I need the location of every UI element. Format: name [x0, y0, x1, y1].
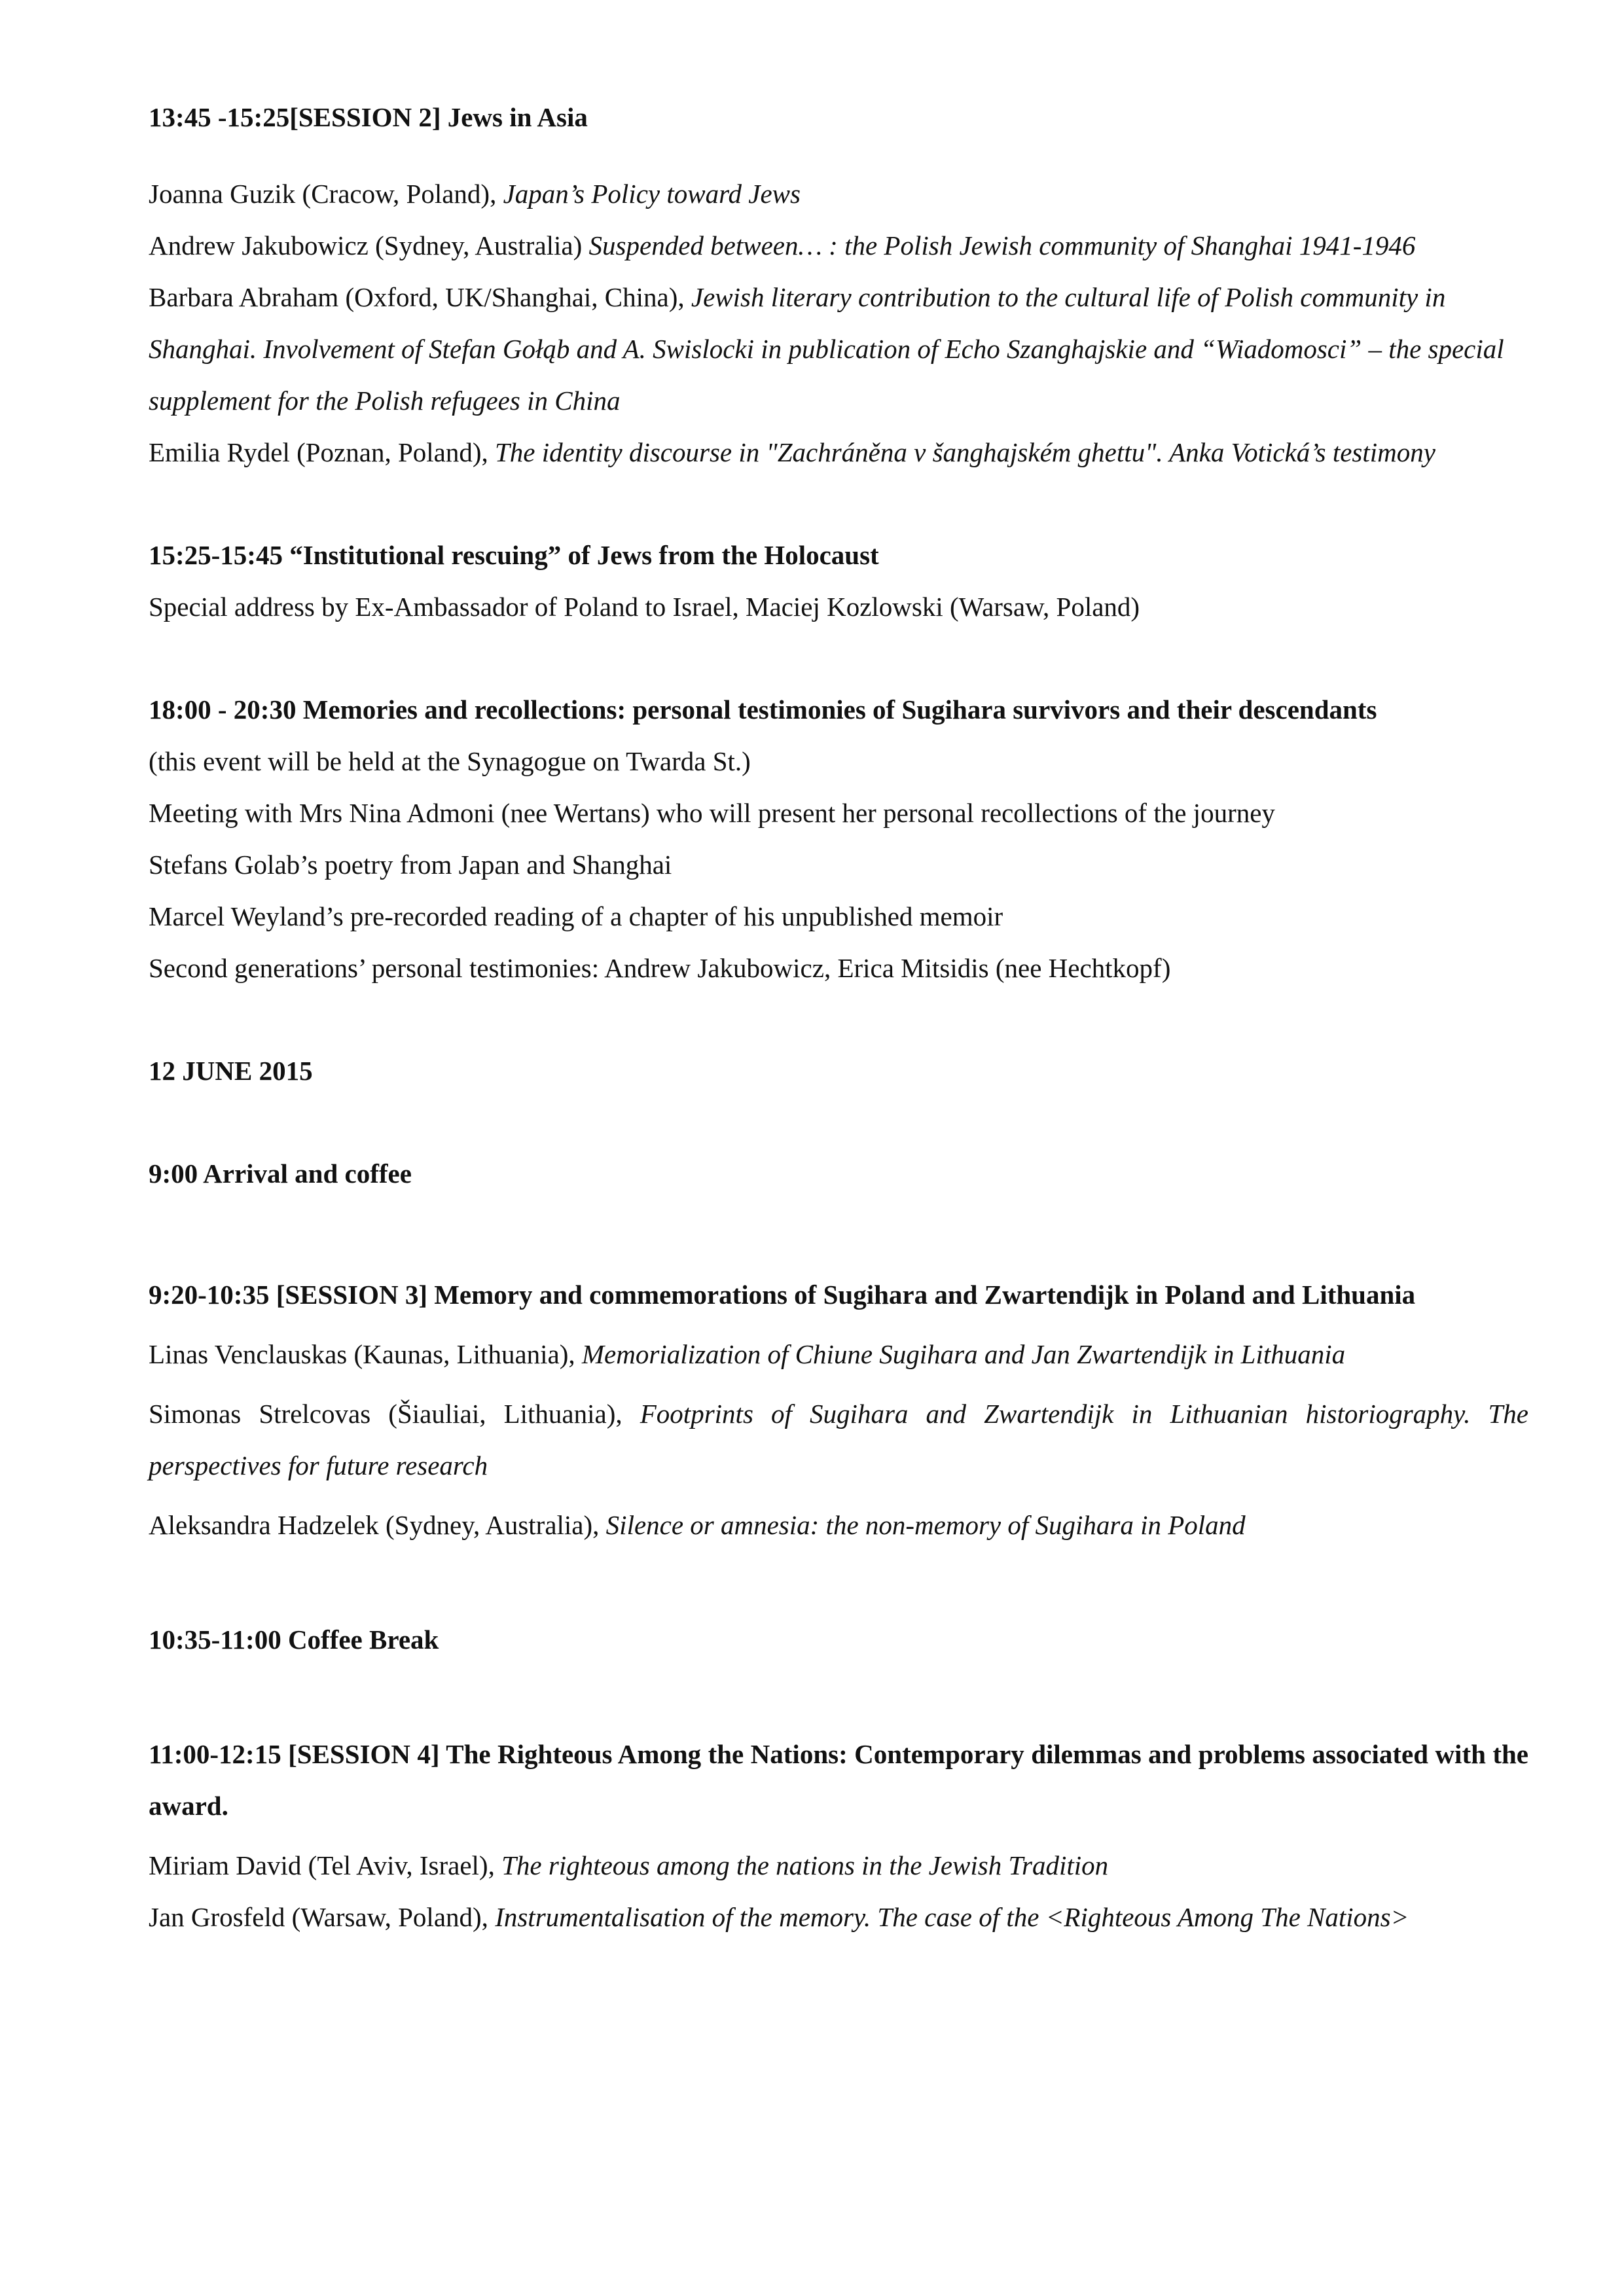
session-2-item [149, 168, 1528, 220]
session-2-heading: 13:45 -15:25[SESSION 2] Jews in Asia [149, 102, 588, 132]
author: Miriam David (Tel Aviv, Israel), [149, 1850, 502, 1880]
rescuing-address: Special address by Ex-Ambassador of Poland to Israel, Maciej Kozlowski (Warsaw, Poland) [149, 592, 1140, 622]
session-3-item [149, 1329, 1528, 1380]
author: Aleksandra Hadzelek (Sydney, Australia), [149, 1510, 606, 1540]
paper-title: The identity discourse in "Zachráněna v šanghajském ghettu". Anka Votická’s testimony [495, 437, 1435, 467]
memories-line: Second generations’ personal testimonies: Andrew Jakubowicz, Erica Mitsidis (nee Hechtkopf) [149, 953, 1171, 983]
session-2-item [149, 272, 1528, 427]
session-3-item [149, 1388, 1528, 1492]
memories-line: (this event will be held at the Synagogue on Twarda St.) [149, 746, 751, 776]
paper-title: Instrumentalisation of the memory. The case of the <Righteous Among The Nations> [495, 1902, 1409, 1932]
session-2-item [149, 427, 1528, 478]
paper-title: Footprints of Sugihara and Zwartendijk in Lithuanian historiography. The perspectives for future research [149, 1399, 1528, 1480]
paper-title: The righteous among the nations in the Jewish Tradition [501, 1850, 1109, 1880]
memories-section [149, 684, 1528, 994]
session-3-item [149, 1499, 1528, 1551]
author: Barbara Abraham (Oxford, UK/Shanghai, China), [149, 282, 691, 312]
session-2 [149, 92, 1528, 478]
rescuing-section [149, 529, 1528, 633]
session-3-heading: 9:20-10:35 [SESSION 3] Memory and commemorations of Sugihara and Zwartendijk in Poland and Lithuania [149, 1280, 1416, 1310]
paper-title: Jewish literary contribution to the cultural life of Polish community in Shanghai. Involvement of Stefan Gołąb and A. Swislocki in publication of Echo Szanghajskie and “Wiadomosci” – the special supplement for the Polish refugees in China [149, 282, 1504, 416]
paper-title: Japan’s Policy toward Jews [503, 179, 801, 209]
paper-title: Suspended between… : the Polish Jewish community of Shanghai 1941-1946 [588, 230, 1416, 260]
session-4-heading: 11:00-12:15 [SESSION 4] The Righteous Among the Nations: Contemporary dilemmas and problems associated with the award. [149, 1739, 1528, 1821]
session-2-item [149, 220, 1528, 272]
memories-heading: 18:00 - 20:30 Memories and recollections: personal testimonies of Sugihara survivors and their descendants [149, 694, 1377, 725]
author: Emilia Rydel (Poznan, Poland), [149, 437, 495, 467]
session-4-item [149, 1892, 1528, 1943]
memories-line: Stefans Golab’s poetry from Japan and Shanghai [149, 850, 672, 880]
memories-line: Meeting with Mrs Nina Admoni (nee Wertans) who will present her personal recollections of the journey [149, 798, 1275, 828]
author: Jan Grosfeld (Warsaw, Poland), [149, 1902, 496, 1932]
session-4-item [149, 1840, 1528, 1892]
author: Linas Venclauskas (Kaunas, Lithuania), [149, 1339, 582, 1369]
session-3 [149, 1269, 1528, 1551]
arrival-heading: 9:00 Arrival and coffee [149, 1158, 412, 1189]
rescuing-heading: 15:25-15:45 “Institutional rescuing” of Jews from the Holocaust [149, 540, 879, 570]
paper-title: Memorialization of Chiune Sugihara and Jan Zwartendijk in Lithuania [581, 1339, 1346, 1369]
session-4 [149, 1729, 1528, 1943]
coffee-break-heading: 10:35-11:00 Coffee Break [149, 1624, 439, 1655]
author: Andrew Jakubowicz (Sydney, Australia) [149, 230, 589, 260]
memories-line: Marcel Weyland’s pre-recorded reading of a chapter of his unpublished memoir [149, 901, 1003, 931]
author: Joanna Guzik (Cracow, Poland), [149, 179, 503, 209]
paper-title: Silence or amnesia: the non-memory of Sugihara in Poland [605, 1510, 1246, 1540]
day-date: 12 JUNE 2015 [149, 1056, 313, 1086]
author: Simonas Strelcovas (Šiauliai, Lithuania), [149, 1399, 640, 1429]
document-page [149, 92, 1528, 1943]
